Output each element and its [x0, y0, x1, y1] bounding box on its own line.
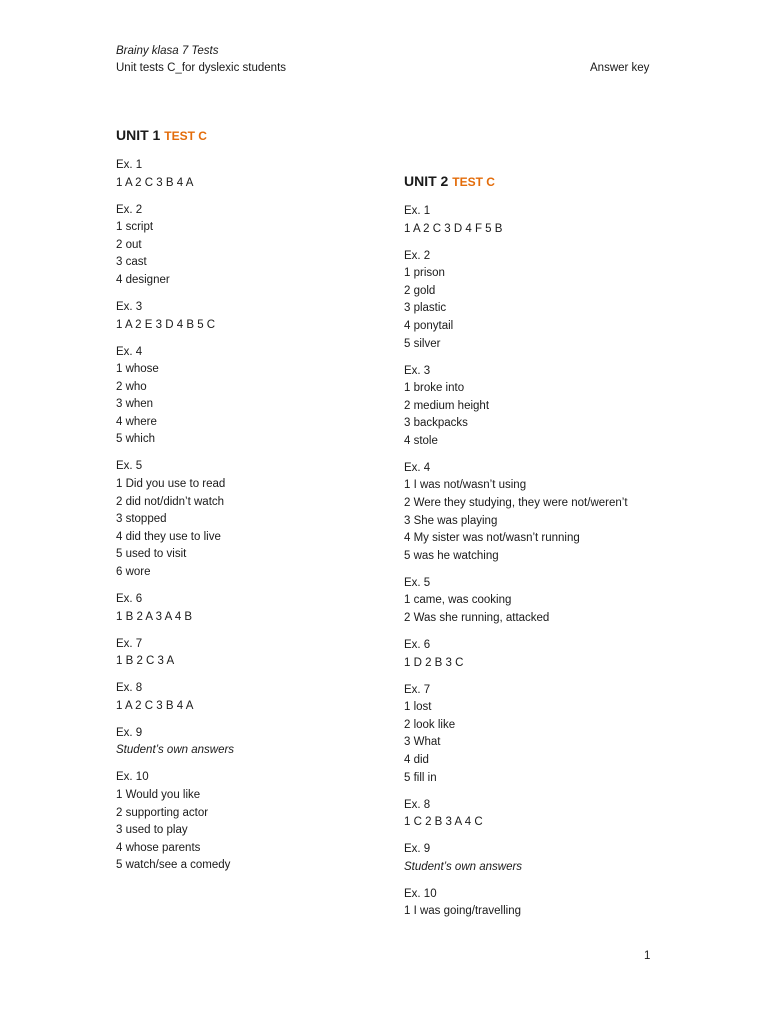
answer-line: 4 designer [116, 273, 170, 286]
answer-line: 1 A 2 C 3 B 4 A [116, 699, 194, 712]
answer-key-label: Answer key [590, 62, 650, 74]
exercise-block [404, 203, 694, 238]
exercise-label: Ex. 2 [404, 249, 431, 262]
test-label: TEST C [452, 175, 495, 189]
answer-line: 5 used to visit [116, 548, 187, 561]
exercise-label: Ex. 3 [404, 364, 431, 377]
answer-line: 4 did [404, 753, 429, 766]
exercise-label: Ex. 8 [404, 798, 431, 811]
answer-line: 1 came, was cooking [404, 594, 512, 607]
exercise-label: Ex. 4 [404, 461, 431, 474]
answer-line: 3 plastic [404, 302, 447, 315]
answer-line: 1 Would you like [116, 788, 201, 801]
answer-line: 3 backpacks [404, 417, 468, 430]
answer-line: 2 who [116, 380, 147, 393]
answer-line: 1 C 2 B 3 A 4 C [404, 816, 483, 829]
document-subtitle: Unit tests C_for dyslexic students [116, 62, 287, 74]
exercise-block [404, 248, 694, 354]
exercise-block [116, 591, 406, 626]
exercise-label: Ex. 8 [116, 682, 143, 695]
answer-line: 2 medium height [404, 399, 490, 412]
answer-line: 5 which [116, 433, 155, 446]
exercise-block [404, 797, 694, 832]
unit-heading [404, 171, 694, 192]
answer-line: 4 ponytail [404, 319, 454, 332]
answer-line: Student’s own answers [116, 744, 235, 757]
answer-line: 1 A 2 E 3 D 4 B 5 C [116, 318, 216, 331]
exercise-label: Ex. 9 [404, 843, 431, 856]
exercise-block [116, 458, 406, 581]
exercise-label: Ex. 3 [116, 300, 143, 313]
answer-line: 1 lost [404, 701, 432, 714]
answer-line: 6 wore [116, 566, 151, 579]
answer-line: 2 out [116, 238, 142, 251]
page-number: 1 [644, 950, 651, 962]
answer-line: 1 whose [116, 363, 159, 376]
answer-line: 2 Was she running, attacked [404, 612, 550, 625]
answer-line: 5 watch/see a comedy [116, 859, 231, 872]
answer-line: 2 gold [404, 284, 436, 297]
exercise-block [404, 460, 694, 566]
exercise-label: Ex. 9 [116, 726, 143, 739]
exercise-label: Ex. 4 [116, 345, 143, 358]
unit-heading [116, 125, 406, 146]
answer-line: 1 D 2 B 3 C [404, 656, 464, 669]
answer-line: 1 A 2 C 3 B 4 A [116, 176, 194, 189]
answer-line: 1 broke into [404, 382, 465, 395]
unit-1-column [116, 125, 406, 884]
exercise-label: Ex. 2 [116, 203, 143, 216]
exercise-label: Ex. 6 [404, 639, 431, 652]
exercise-block [404, 886, 694, 921]
answer-line: 4 My sister was not/wasn’t running [404, 532, 580, 545]
answer-line: 4 whose parents [116, 841, 201, 854]
exercise-label: Ex. 5 [404, 576, 431, 589]
answer-line: 5 silver [404, 337, 441, 350]
exercise-block [116, 157, 406, 192]
unit-2-column [404, 171, 694, 930]
answer-line: 3 used to play [116, 824, 188, 837]
answer-line: 1 Did you use to read [116, 478, 226, 491]
exercise-block [116, 680, 406, 715]
answer-line: 2 did not/didn’t watch [116, 495, 225, 508]
exercise-label: Ex. 7 [116, 637, 143, 650]
answer-line: 4 stole [404, 434, 438, 447]
answer-line: 4 did they use to live [116, 530, 221, 543]
answer-line: 1 script [116, 221, 154, 234]
exercise-block [116, 725, 406, 760]
answer-line: 1 I was going/travelling [404, 905, 521, 918]
answer-line: 3 stopped [116, 513, 167, 526]
exercise-label: Ex. 5 [116, 460, 143, 473]
exercise-label: Ex. 7 [404, 683, 431, 696]
answer-line: 3 cast [116, 256, 147, 269]
answer-line: 4 where [116, 415, 157, 428]
answer-line: 3 She was playing [404, 514, 498, 527]
exercise-block [404, 363, 694, 451]
exercise-block [116, 344, 406, 450]
answer-line: 1 I was not/wasn’t using [404, 479, 527, 492]
exercise-block [116, 636, 406, 671]
document-title: Brainy klasa 7 Tests [116, 45, 219, 57]
exercise-block [116, 769, 406, 875]
unit-label: UNIT 2 [404, 173, 449, 189]
answer-line: 1 A 2 C 3 D 4 F 5 B [404, 222, 503, 235]
exercise-block [404, 682, 694, 788]
exercise-block [404, 575, 694, 628]
test-label: TEST C [164, 129, 207, 143]
answer-line: Student’s own answers [404, 860, 523, 873]
exercise-label: Ex. 1 [116, 159, 143, 171]
answer-line: 1 B 2 A 3 A 4 B [116, 610, 193, 623]
answer-line: 2 Were they studying, they were not/weren’t [404, 497, 628, 510]
answer-line: 5 fill in [404, 771, 437, 784]
answer-line: 3 when [116, 398, 154, 411]
answer-line: 3 What [404, 736, 441, 749]
exercise-label: Ex. 1 [404, 205, 431, 217]
answer-line: 2 look like [404, 718, 456, 731]
exercise-block [116, 299, 406, 334]
answer-line: 2 supporting actor [116, 806, 209, 819]
unit-label: UNIT 1 [116, 127, 161, 143]
exercise-block [116, 202, 406, 290]
answer-line: 1 B 2 C 3 A [116, 655, 175, 668]
answer-line: 5 was he watching [404, 549, 499, 562]
exercise-label: Ex. 10 [116, 771, 149, 784]
answer-line: 1 prison [404, 267, 445, 280]
exercise-block [404, 841, 694, 876]
exercise-block [404, 637, 694, 672]
exercise-label: Ex. 10 [404, 887, 437, 900]
exercise-label: Ex. 6 [116, 593, 143, 606]
